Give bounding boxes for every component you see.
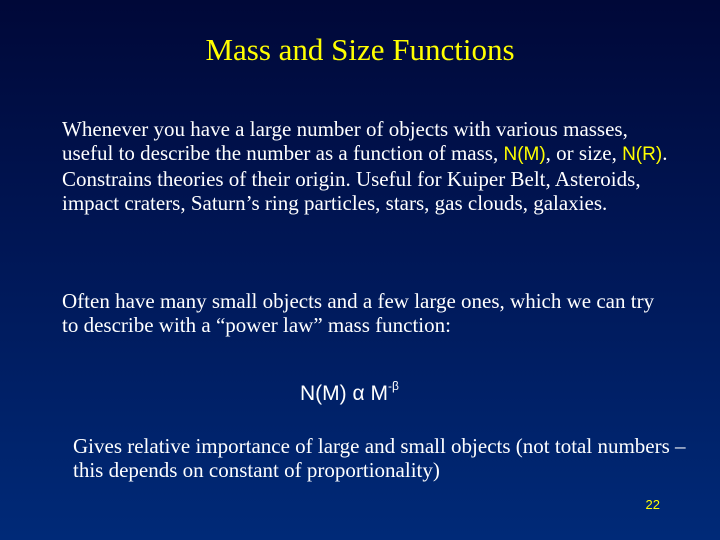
nm-notation: N(M)	[503, 144, 546, 165]
formula-base: N(M) α M	[300, 382, 388, 405]
paragraph-intro-text-2: , or size,	[545, 141, 623, 165]
slide-title: Mass and Size Functions	[205, 32, 515, 67]
paragraph-intro-text-3: . Constrains theories of their origin. Useful for Kuiper Belt, Asteroids, impact craters, Saturn’s ring particles, stars, gas clouds, galaxies.	[62, 141, 668, 215]
power-law-formula	[300, 374, 399, 408]
page-number: 22	[645, 497, 660, 512]
formula-exponent: -β	[387, 379, 399, 393]
paragraph-intro-text-1: Whenever you have a large number of objects with various masses, useful to describe the number as a function of mass,	[62, 117, 628, 165]
paragraph-power-law: Often have many small objects and a few large ones, which we can try to describe with a “power law” mass function:	[62, 289, 655, 337]
paragraph-relative-importance: Gives relative importance of large and small objects (not total numbers – this depends on constant of proportionality)	[73, 434, 686, 482]
nr-notation: N(R)	[622, 144, 663, 165]
paragraph-intro	[62, 117, 682, 215]
